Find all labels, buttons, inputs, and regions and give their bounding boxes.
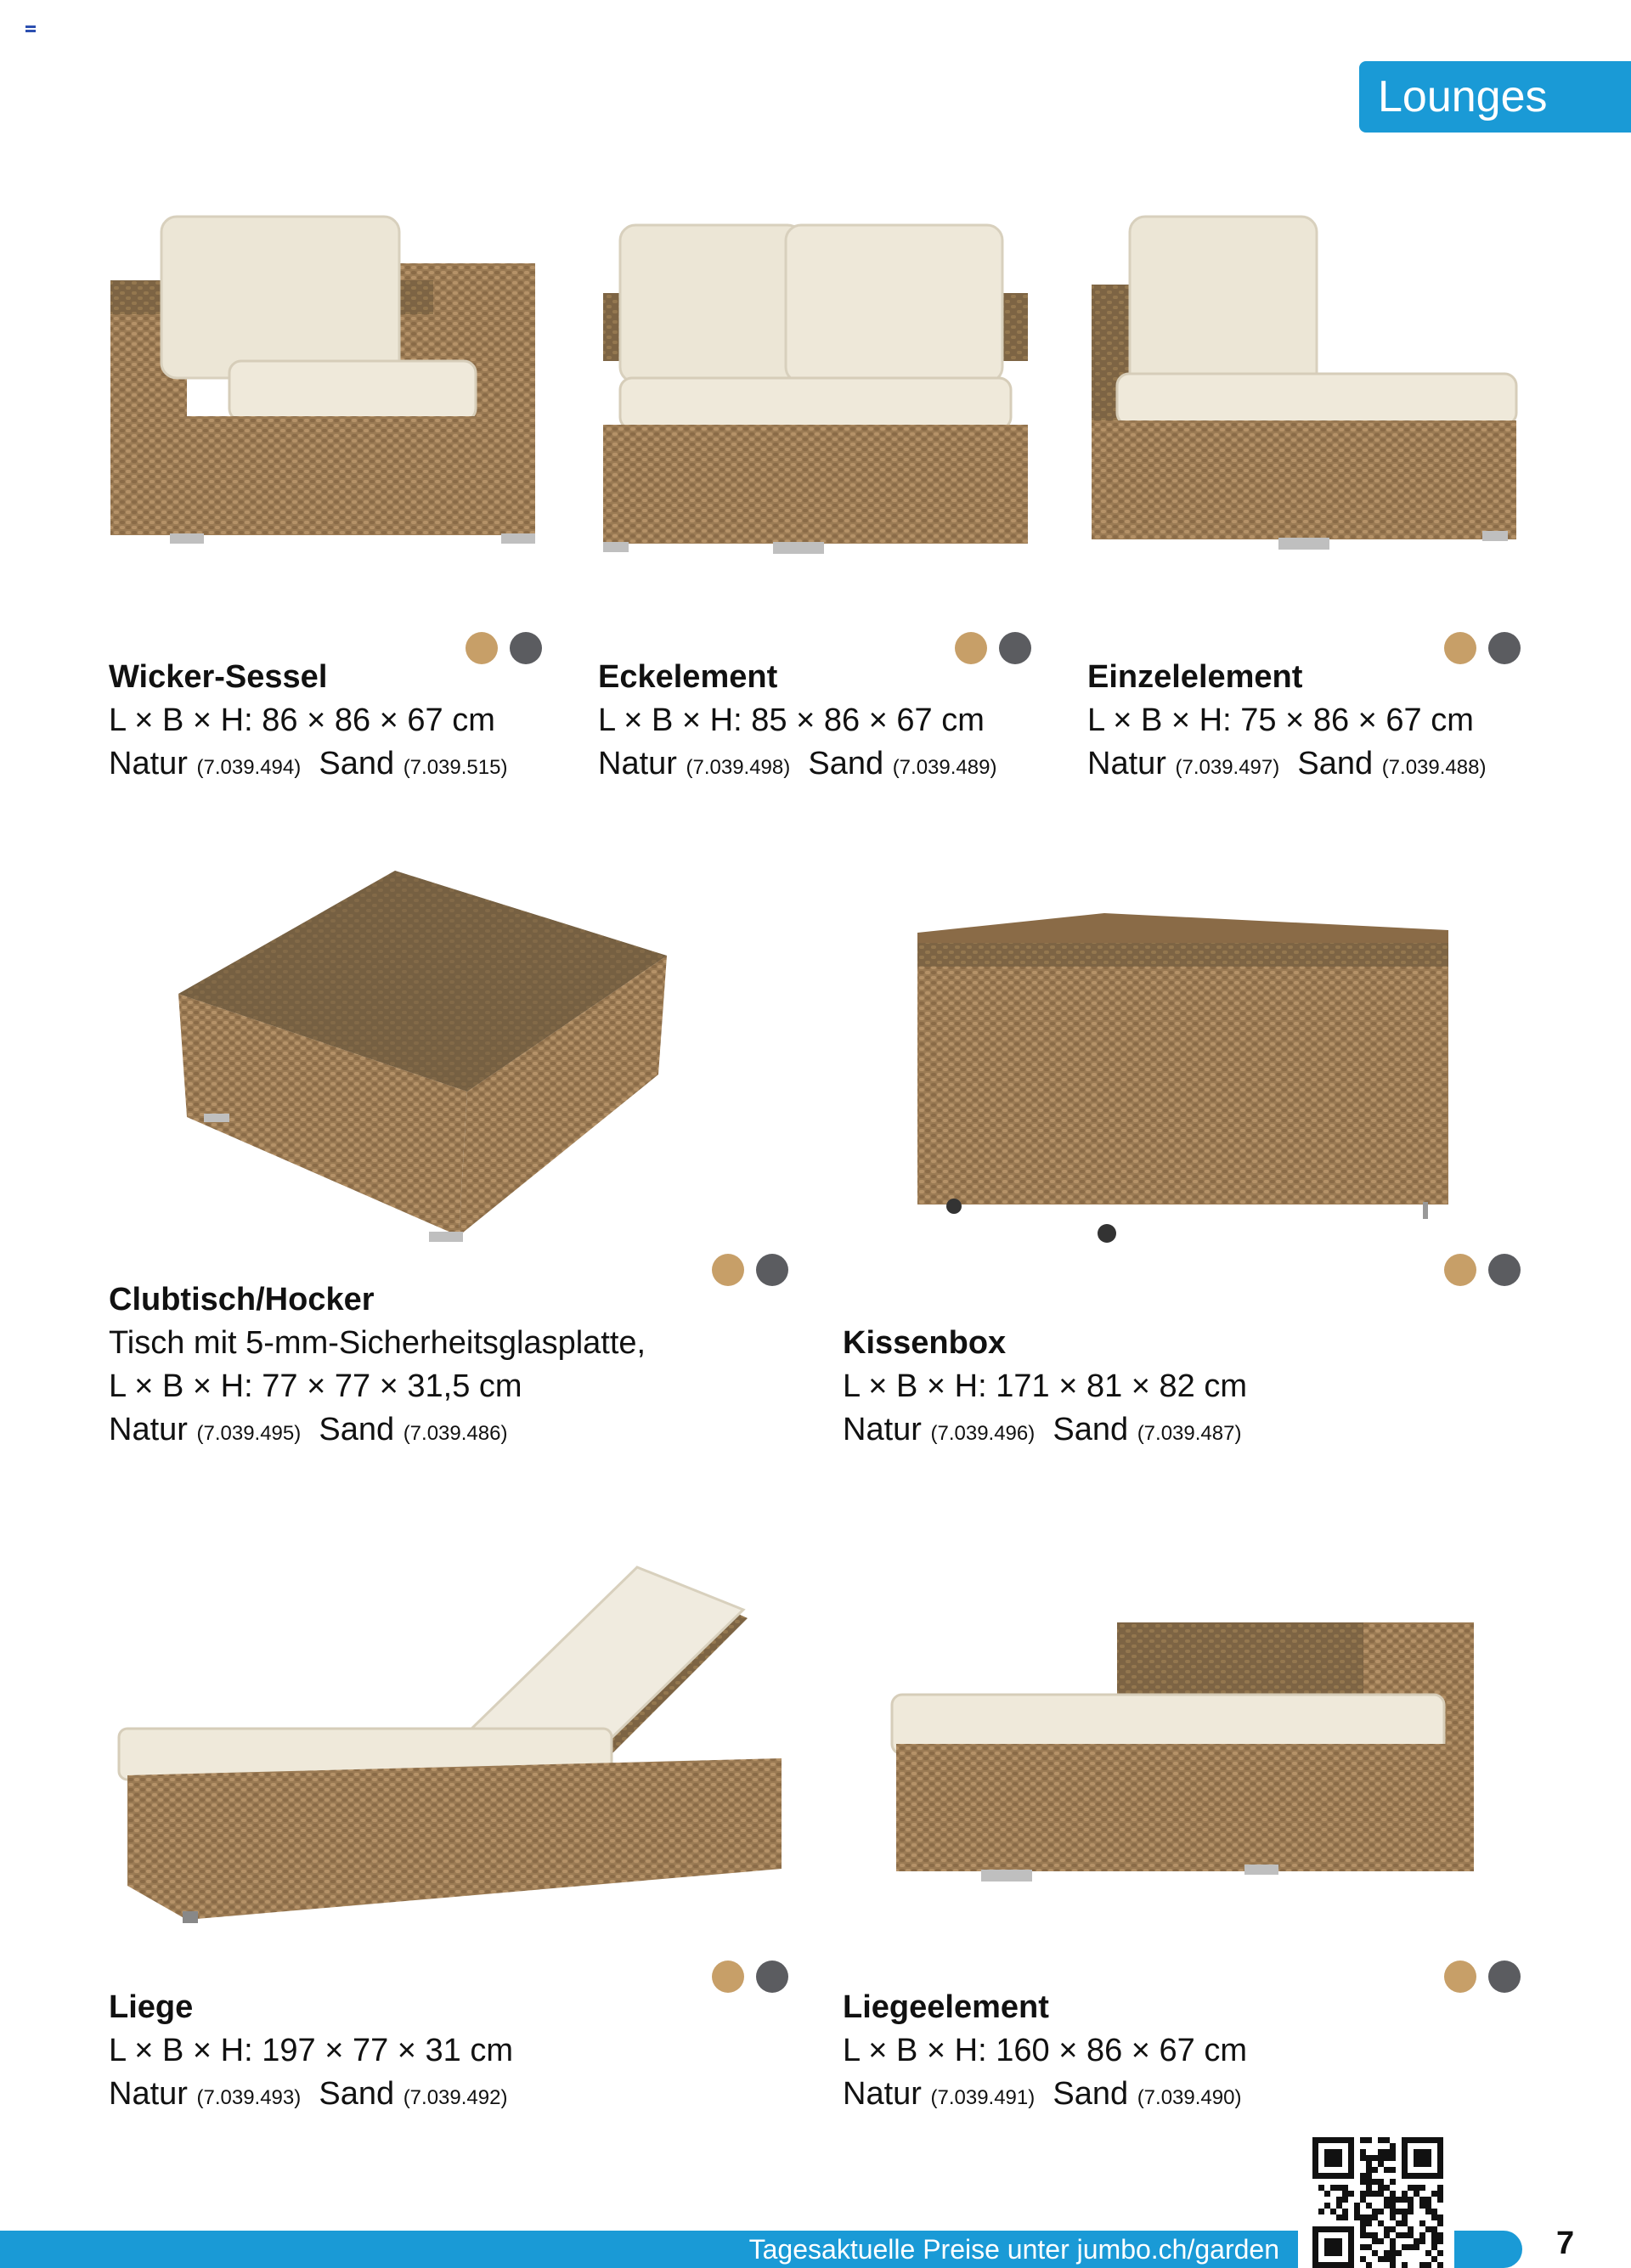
qr-code[interactable] <box>1312 2137 1443 2268</box>
product-eckelement <box>598 656 996 789</box>
product-liegeelement <box>843 1986 1247 2119</box>
eckelement-image <box>595 212 1036 578</box>
product-variants: Natur (7.039.491) Sand (7.039.490) <box>843 2076 1242 2112</box>
product-variants: Natur (7.039.496) Sand (7.039.487) <box>843 1412 1242 1447</box>
color-options-kissenbox <box>1444 1254 1521 1286</box>
product-dimensions: L × B × H: 160 × 86 × 67 cm <box>843 2033 1248 2068</box>
product-dimensions: L × B × H: 75 × 86 × 67 cm <box>1087 702 1474 738</box>
wicker-sessel-image <box>102 204 552 586</box>
product-dimensions: L × B × H: 197 × 77 × 31 cm <box>109 2033 514 2068</box>
sand-color-dot <box>756 1254 788 1286</box>
section-tab-lounges: Lounges <box>1359 61 1631 133</box>
product-dimensions: L × B × H: 77 × 77 × 31,5 cm <box>109 1368 522 1404</box>
product-einzelelement <box>1087 656 1486 789</box>
product-variants: Natur (7.039.498) Sand (7.039.489) <box>598 746 997 781</box>
sand-color-dot <box>1488 1961 1521 1993</box>
sand-color-dot <box>510 632 542 664</box>
product-name: Eckelement <box>598 659 778 695</box>
sand-color-dot <box>756 1961 788 1993</box>
product-dimensions: L × B × H: 171 × 81 × 82 cm <box>843 1368 1248 1404</box>
product-name: Liege <box>109 1989 194 2025</box>
corner-menu-mark <box>25 25 36 34</box>
footer-price-link-text[interactable]: Tagesaktuelle Preise unter jumbo.ch/garden <box>748 2234 1279 2265</box>
color-options-liege <box>712 1961 788 1993</box>
product-liege <box>109 1986 513 2119</box>
liege-image <box>110 1563 790 1924</box>
product-name: Wicker-Sessel <box>109 659 328 695</box>
product-name: Liegeelement <box>843 1989 1049 2025</box>
color-options-liegeelement <box>1444 1961 1521 1993</box>
page-number: 7 <box>1556 2226 1575 2261</box>
product-name: Clubtisch/Hocker <box>109 1282 375 1317</box>
kissenbox-image <box>913 909 1453 1249</box>
product-variants: Natur (7.039.495) Sand (7.039.486) <box>109 1412 508 1447</box>
sand-color-dot <box>999 632 1031 664</box>
sand-color-dot <box>1488 632 1521 664</box>
product-clubtisch-hocker <box>109 1278 646 1455</box>
product-variants: Natur (7.039.497) Sand (7.039.488) <box>1087 746 1487 781</box>
product-dimensions: L × B × H: 85 × 86 × 67 cm <box>598 702 985 738</box>
product-kissenbox <box>843 1322 1247 1455</box>
clubtisch-hocker-image <box>170 862 680 1257</box>
liegeelement-image <box>888 1618 1478 1924</box>
product-name: Kissenbox <box>843 1325 1007 1361</box>
product-variants: Natur (7.039.494) Sand (7.039.515) <box>109 746 508 781</box>
product-wicker-sessel <box>109 656 507 789</box>
product-description: Tisch mit 5-mm-Sicherheitsglasplatte, <box>109 1325 646 1361</box>
natur-color-dot <box>1444 1961 1476 1993</box>
color-options-clubtisch-hocker <box>712 1254 788 1286</box>
page-tab <box>1454 2231 1522 2268</box>
product-variants: Natur (7.039.493) Sand (7.039.492) <box>109 2076 508 2112</box>
natur-color-dot <box>712 1961 744 1993</box>
einzelelement-image <box>1083 208 1525 578</box>
footer-bar <box>0 2231 1298 2268</box>
product-dimensions: L × B × H: 86 × 86 × 67 cm <box>109 702 495 738</box>
natur-color-dot <box>1444 1254 1476 1286</box>
sand-color-dot <box>1488 1254 1521 1286</box>
product-name: Einzelelement <box>1087 659 1303 695</box>
natur-color-dot <box>712 1254 744 1286</box>
